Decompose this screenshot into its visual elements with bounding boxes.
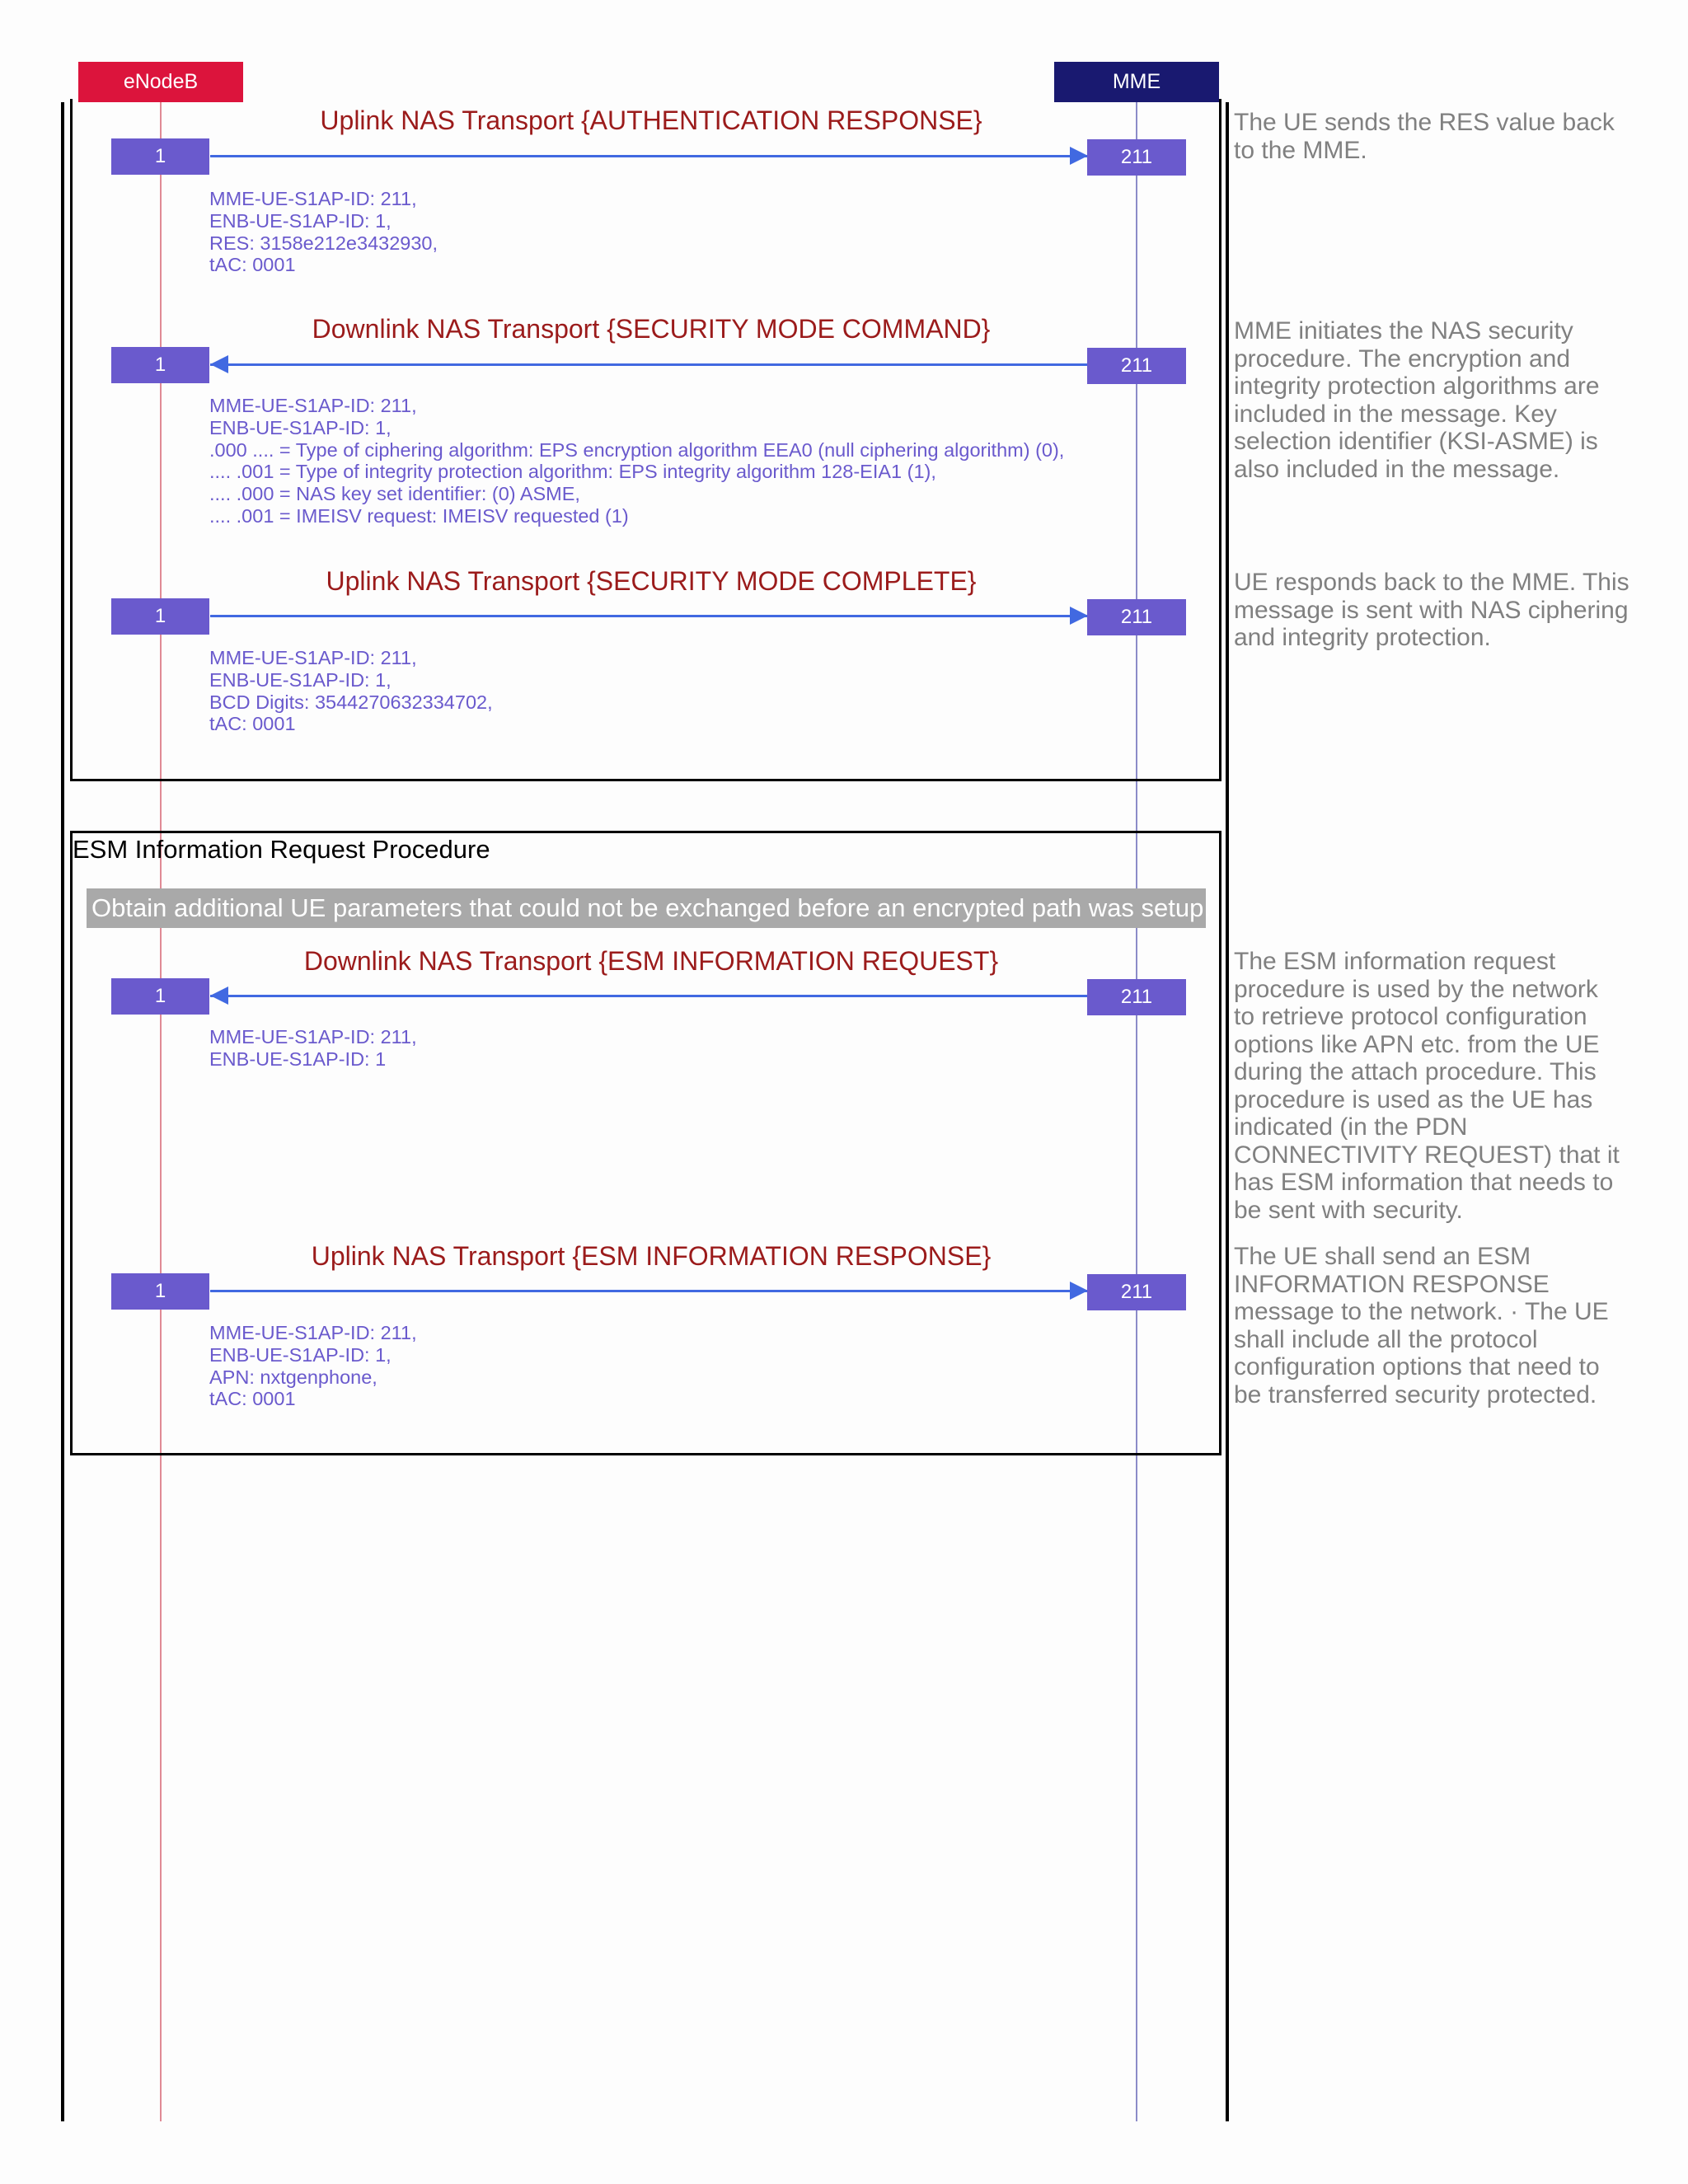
note-line: during the attach procedure. This bbox=[1234, 1058, 1597, 1085]
note-line: has ESM information that needs to bbox=[1234, 1169, 1614, 1196]
note-line: procedure is used by the network bbox=[1234, 975, 1598, 1003]
parameter-line: MME-UE-S1AP-ID: 211, bbox=[209, 188, 417, 209]
note-line: included in the message. Key bbox=[1234, 400, 1557, 428]
parameter-line: MME-UE-S1AP-ID: 211, bbox=[209, 395, 417, 416]
note-line: procedure is used as the UE has bbox=[1234, 1085, 1593, 1113]
parameter-line: ENB-UE-S1AP-ID: 1 bbox=[209, 1047, 387, 1070]
enodeb-id-box: 1 bbox=[111, 978, 209, 1015]
message-note bbox=[1234, 109, 1646, 164]
parameter-line: APN: nxtgenphone, bbox=[209, 1366, 377, 1388]
note-line: also included in the message. bbox=[1234, 455, 1560, 483]
message-parameters bbox=[209, 188, 438, 276]
parameter-line: tAC: 0001 bbox=[209, 254, 296, 276]
message-note bbox=[1234, 1243, 1646, 1408]
note-line: message is sent with NAS ciphering bbox=[1234, 596, 1629, 624]
note-line: configuration options that need to bbox=[1234, 1353, 1600, 1380]
enodeb-header: eNodeB bbox=[78, 62, 243, 102]
mme-id-box: 211 bbox=[1087, 979, 1186, 1015]
parameter-line: ENB-UE-S1AP-ID: 1, bbox=[209, 209, 392, 232]
note-line: INFORMATION RESPONSE bbox=[1234, 1270, 1550, 1298]
message-arrow-line bbox=[210, 1290, 1088, 1292]
parameter-line: tAC: 0001 bbox=[209, 1388, 296, 1410]
message-arrow-line bbox=[210, 995, 1088, 997]
message-parameters bbox=[209, 1322, 417, 1410]
note-line: be sent with security. bbox=[1234, 1196, 1463, 1224]
enodeb-id-box: 1 bbox=[111, 138, 209, 175]
enodeb-id-box: 1 bbox=[111, 1273, 209, 1310]
note-line: MME initiates the NAS security bbox=[1234, 317, 1573, 344]
message-arrow-line bbox=[210, 615, 1088, 617]
message-parameters bbox=[209, 647, 493, 735]
parameter-line: MME-UE-S1AP-ID: 211, bbox=[209, 1322, 417, 1343]
arrow-left-icon bbox=[210, 987, 228, 1005]
note-line: The ESM information request bbox=[1234, 948, 1556, 975]
parameter-line: ENB-UE-S1AP-ID: 1, bbox=[209, 668, 392, 691]
mme-id-box: 211 bbox=[1087, 348, 1186, 384]
message-parameters bbox=[209, 1026, 417, 1071]
parameter-line: RES: 3158e212e3432930, bbox=[209, 232, 438, 254]
frame-left-border bbox=[61, 102, 64, 2121]
note-line: integrity protection algorithms are bbox=[1234, 373, 1600, 400]
note-line: options like APN etc. from the UE bbox=[1234, 1030, 1600, 1058]
arrow-right-icon bbox=[1070, 607, 1088, 625]
frame-right-border bbox=[1226, 102, 1229, 2121]
note-line: procedure. The encryption and bbox=[1234, 344, 1571, 373]
note-line: selection identifier (KSI-ASME) is bbox=[1234, 428, 1598, 455]
note-line: to the MME. bbox=[1234, 136, 1367, 164]
mme-id-box: 211 bbox=[1087, 139, 1186, 176]
message-title: Uplink NAS Transport {SECURITY MODE COMPLETE} bbox=[326, 566, 977, 596]
arrow-left-icon bbox=[210, 355, 228, 373]
message-title: Uplink NAS Transport {AUTHENTICATION RESPONSE} bbox=[320, 105, 982, 135]
mme-id-box: 211 bbox=[1087, 1274, 1186, 1310]
note-line: and integrity protection. bbox=[1234, 624, 1491, 651]
note-line: shall include all the protocol bbox=[1234, 1325, 1538, 1353]
note-line: UE responds back to the MME. This bbox=[1234, 569, 1629, 596]
mme-header: MME bbox=[1054, 62, 1219, 102]
arrow-right-icon bbox=[1070, 147, 1088, 165]
parameter-line: tAC: 0001 bbox=[209, 713, 296, 735]
parameter-line: .... .001 = IMEISV request: IMEISV requested (1) bbox=[209, 504, 629, 527]
message-arrow-line bbox=[210, 155, 1088, 157]
message-parameters bbox=[209, 395, 1064, 527]
message-title: Uplink NAS Transport {ESM INFORMATION RESPONSE} bbox=[311, 1241, 992, 1271]
message-title: Downlink NAS Transport {SECURITY MODE COMMAND} bbox=[312, 314, 991, 344]
message-title: Downlink NAS Transport {ESM INFORMATION REQUEST} bbox=[303, 946, 999, 976]
message-note bbox=[1234, 317, 1646, 483]
note-line: CONNECTIVITY REQUEST) that it bbox=[1234, 1141, 1620, 1169]
note-line: The UE shall send an ESM bbox=[1234, 1243, 1531, 1270]
esm-box-title: ESM Information Request Procedure bbox=[73, 835, 490, 864]
esm-banner: Obtain additional UE parameters that could not be exchanged before an encrypted path was setup. bbox=[87, 888, 1206, 928]
enodeb-id-box: 1 bbox=[111, 347, 209, 383]
parameter-line: .... .001 = Type of integrity protection algorithm: EPS integrity algorithm 128-EIA1 (1), bbox=[209, 461, 936, 483]
note-line: message to the network. · The UE bbox=[1234, 1298, 1609, 1325]
note-line: to retrieve protocol configuration bbox=[1234, 1003, 1587, 1030]
note-line: indicated (in the PDN bbox=[1234, 1113, 1468, 1141]
parameter-line: MME-UE-S1AP-ID: 211, bbox=[209, 647, 417, 668]
arrow-right-icon bbox=[1070, 1282, 1088, 1300]
note-line: The UE sends the RES value back bbox=[1234, 109, 1615, 136]
message-note bbox=[1234, 948, 1646, 1224]
parameter-line: .000 .... = Type of ciphering algorithm: EPS encryption algorithm EEA0 (null ciphering algorithm) (0), bbox=[209, 438, 1065, 461]
message-arrow-line bbox=[210, 363, 1088, 366]
parameter-line: ENB-UE-S1AP-ID: 1, bbox=[209, 416, 392, 438]
mme-id-box: 211 bbox=[1087, 599, 1186, 635]
enodeb-id-box: 1 bbox=[111, 598, 209, 635]
message-note bbox=[1234, 569, 1646, 652]
parameter-line: MME-UE-S1AP-ID: 211, bbox=[209, 1026, 417, 1047]
parameter-line: BCD Digits: 3544270632334702, bbox=[209, 691, 493, 713]
parameter-line: .... .000 = NAS key set identifier: (0) ASME, bbox=[209, 483, 580, 505]
parameter-line: ENB-UE-S1AP-ID: 1, bbox=[209, 1343, 392, 1366]
note-line: be transferred security protected. bbox=[1234, 1380, 1597, 1408]
